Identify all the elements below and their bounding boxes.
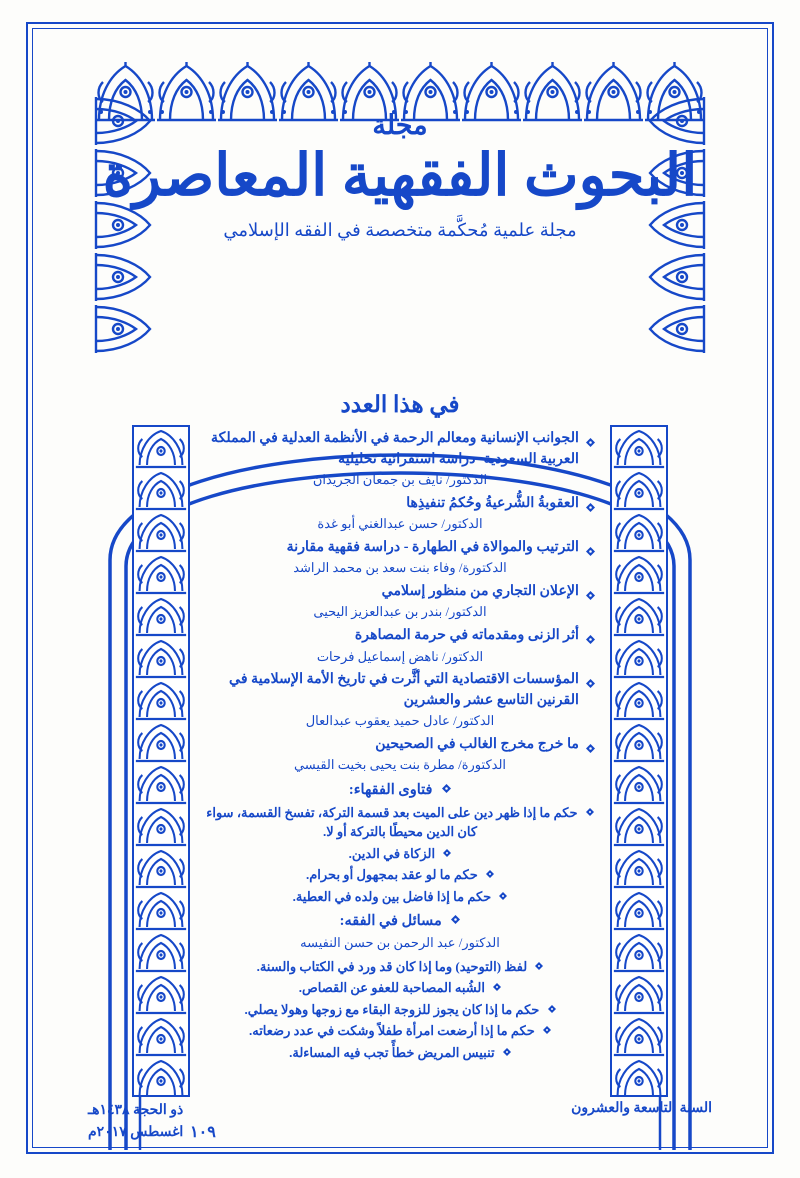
list-item[interactable] [205, 956, 595, 977]
diamond-bullet-icon [503, 1042, 511, 1050]
contents-entry[interactable] [205, 537, 595, 578]
list-item-text: حكم ما إذا أرضعت امرأة طفلاً وشكت في عدد رضعاته. [248, 1023, 535, 1039]
contents-entry[interactable] [205, 581, 595, 622]
entry-author: الدكتور/ عادل حميد يعقوب عبدالعال [305, 713, 495, 729]
journal-kicker: مجلة [372, 110, 428, 140]
list-item[interactable] [205, 999, 595, 1020]
journal-title: البحوث الفقهية المعاصرة [102, 143, 698, 208]
diamond-bullet-icon [543, 1020, 551, 1028]
entry-author: الدكتورة/ وفاء بنت سعد بن محمد الراشد [293, 560, 507, 576]
list-item-text: حكم ما إذا ظهر دين على الميت بعد قسمة التركة، تفسخ القسمة، سواء كان الدين محيطًا بالتركة أو لا. [206, 804, 578, 840]
diamond-bullet-icon [586, 498, 595, 507]
entry-title-text: أثر الزنى ومقدماته في حرمة المصاهرة [354, 626, 579, 643]
contents-heading: في هذا العدد [340, 392, 460, 417]
list-item-text: الشُبه المصاحبة للعفو عن القصاص. [298, 980, 485, 996]
list-item[interactable] [205, 1042, 595, 1063]
gregorian-date: اغسطس ٢٠١٧م [88, 1125, 184, 1141]
journal-subtitle: مجلة علمية مُحكَّمة متخصصة في الفقه الإسلامي [223, 219, 577, 240]
entry-title-text: الإعلان التجاري من منظور إسلامي [381, 582, 579, 599]
diamond-bullet-icon [586, 542, 595, 551]
masthead [0, 110, 800, 241]
section-heading-masail [205, 912, 595, 930]
list-item[interactable] [205, 1020, 595, 1041]
contents-entry[interactable] [205, 428, 595, 490]
volume-label: السنة التاسعة والعشرون [571, 1101, 712, 1116]
entry-title [205, 428, 595, 469]
hijri-date: ذو الحجة ١٤٣٨هـ [88, 1103, 184, 1118]
entry-title [205, 581, 595, 602]
list-item[interactable] [205, 977, 595, 998]
list-item[interactable] [205, 802, 595, 842]
list-item-text: حكم ما إذا فاضل بين ولده في العطية. [292, 888, 492, 904]
section-heading-fatawa [205, 781, 595, 799]
entry-title-text: ما خرج مخرج الغالب في الصحيحين [375, 735, 579, 752]
entry-author: الدكتورة/ مطرة بنت يحيى بخيت القيسي [293, 757, 507, 773]
diamond-bullet-icon [586, 630, 595, 639]
diamond-bullet-icon [451, 912, 460, 921]
issue-number: ١٠٩ [190, 1124, 216, 1141]
diamond-bullet-icon [443, 843, 451, 851]
diamond-bullet-icon [535, 956, 543, 964]
section-author: الدكتور/ عبد الرحمن بن حسن النفيسه [300, 935, 500, 951]
diamond-bullet-icon [486, 864, 494, 872]
entry-title-text: العقوبةُ الشُّرعيةُ وحُكمُ تنفيذِها [406, 494, 579, 511]
diamond-bullet-icon [499, 886, 507, 894]
diamond-bullet-icon [548, 999, 556, 1007]
entry-author: الدكتور/ حسن عبدالغني أبو غدة [317, 516, 483, 532]
entry-author: الدكتور/ نايف بن جمعان الجريدان [312, 472, 488, 488]
section-heading-text: مسائل في الفقه: [339, 913, 442, 930]
list-item-text: تنبيس المريض خطأً تجب فيه المساءلة. [289, 1044, 495, 1060]
left-column-ornament [132, 425, 190, 1097]
list-item-text: حكم ما لو عقد بمجهول أو بحرام. [305, 867, 478, 883]
contents-entry[interactable] [205, 493, 595, 534]
contents-entry[interactable] [205, 734, 595, 775]
entry-title [205, 537, 595, 558]
issue-date [88, 1100, 183, 1145]
diamond-bullet-icon [442, 781, 451, 790]
section-heading-text: فتاوى الفقهاء: [348, 781, 433, 798]
right-column-ornament [610, 425, 668, 1097]
cover-footer [70, 1094, 730, 1156]
list-item-text: حكم ما إذا كان يجوز للزوجة البقاء مع زوجها وهولا يصلي. [244, 1001, 540, 1017]
diamond-bullet-icon [586, 739, 595, 748]
entry-author: الدكتور/ ناهض إسماعيل فرحات [316, 648, 484, 664]
diamond-bullet-icon [586, 802, 594, 810]
list-item[interactable] [205, 886, 595, 907]
diamond-bullet-icon [586, 433, 595, 442]
contents-entry[interactable] [205, 625, 595, 666]
diamond-bullet-icon [493, 977, 501, 985]
list-item-text: لفظ (التوحيد) وما إذا كان قد ورد في الكتاب والسنة. [256, 958, 528, 974]
contents-entry[interactable] [205, 669, 595, 731]
entry-title [205, 669, 595, 710]
list-item-text: الزكاة في الدين. [348, 845, 436, 861]
diamond-bullet-icon [586, 586, 595, 595]
entry-author: الدكتور/ بندر بن عبدالعزيز اليحيى [313, 604, 487, 620]
entry-title [205, 493, 595, 514]
entry-title-text: المؤسسات الاقتصادية التي أثَّرت في تاريخ الأمة الإسلامية في القرنين التاسع عشر والعشرين [229, 671, 579, 708]
entry-title [205, 625, 595, 646]
diamond-bullet-icon [586, 674, 595, 683]
table-of-contents [205, 392, 595, 1063]
list-item[interactable] [205, 843, 595, 864]
entry-title-text: الجوانب الإنسانية ومعالم الرحمة في الأنظمة العدلية في المملكة العربية السعودية -دراسة استقرائية تحليلية [210, 430, 579, 467]
entry-title-text: الترتيب والموالاة في الطهارة - دراسة فقهية مقارنة [286, 538, 579, 555]
entry-title [205, 734, 595, 755]
list-item[interactable] [205, 864, 595, 885]
